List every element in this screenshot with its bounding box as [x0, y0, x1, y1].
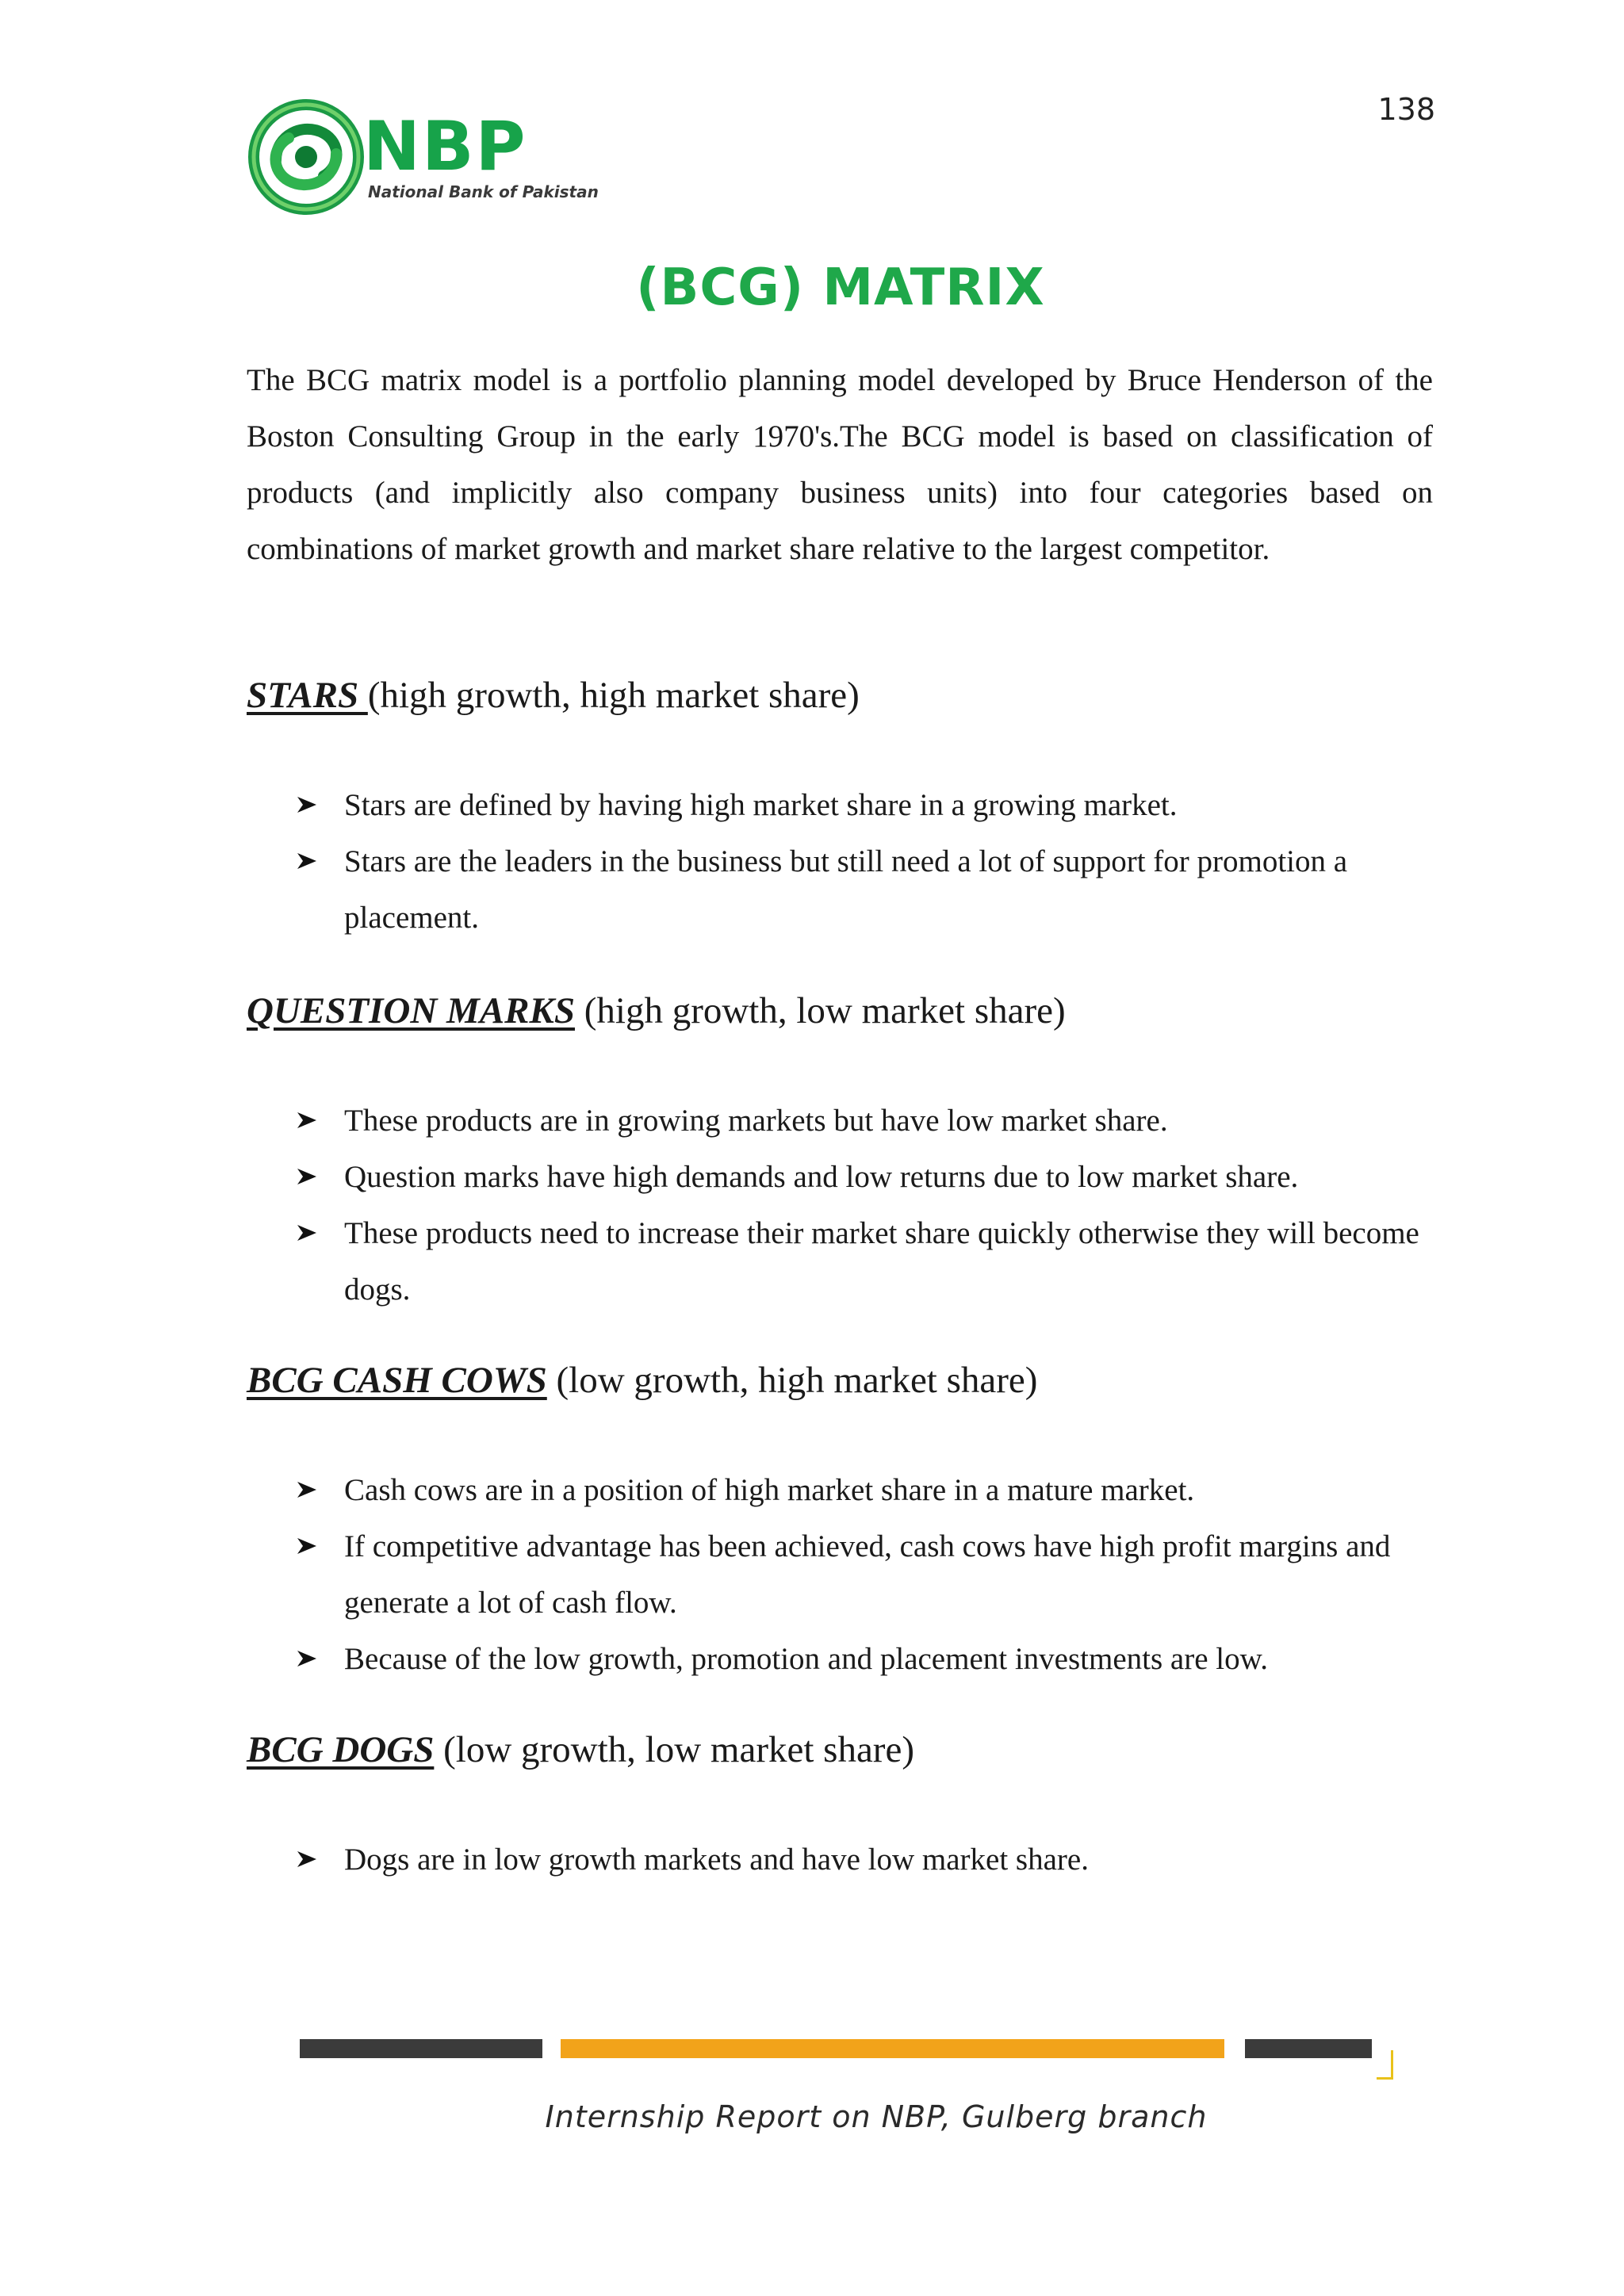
arrow-bullet-icon — [297, 1112, 317, 1129]
arrow-bullet-icon — [297, 1650, 317, 1667]
list-item — [297, 833, 1423, 946]
footer-caption: Internship Report on NBP, Gulberg branch — [545, 2099, 1208, 2134]
arrow-bullet-icon — [297, 1850, 317, 1868]
arrow-bullet-icon — [297, 1168, 317, 1185]
list-item — [297, 1149, 1423, 1205]
footer-bar-dark-left — [300, 2039, 542, 2058]
section-heading-question-marks — [247, 989, 1066, 1032]
arrow-bullet-icon — [297, 1537, 317, 1555]
section-heading-cash-cows — [247, 1359, 1037, 1402]
bullet-text: These products are in growing markets but have low market share. — [344, 1104, 1168, 1138]
intro-paragraph: The BCG matrix model is a portfolio planning model developed by Bruce Henderson of the Boston Consulting Group in the early 1970's.The BCG model is based on classification of products (and implicitly also company business units) into four categories based on combinations of market growth and market share relative to the largest competitor. — [247, 363, 1433, 566]
bullet-text: If competitive advantage has been achieved, cash cows have high profit margins and generate a lot of cash flow. — [344, 1529, 1391, 1620]
bullet-list-dogs — [297, 1831, 1423, 1888]
bullet-text: These products need to increase their market share quickly otherwise they will become dogs. — [344, 1216, 1419, 1307]
nbp-logo-icon — [247, 98, 365, 216]
logo-bank-name: National Bank of Pakistan — [368, 182, 599, 201]
list-item — [297, 1093, 1423, 1149]
section-qualifier: (low growth, high market share) — [546, 1360, 1038, 1401]
page-title: (BCG) MATRIX — [636, 258, 1045, 317]
bullet-text: Stars are the leaders in the business but still need a lot of support for promotion a placement. — [344, 844, 1348, 935]
section-heading-stars — [247, 674, 860, 717]
bullet-text: Stars are defined by having high market share in a growing market. — [344, 788, 1178, 822]
arrow-bullet-icon — [297, 1481, 317, 1498]
bullet-text: Cash cows are in a position of high market share in a mature market. — [344, 1473, 1195, 1507]
bullet-text: Dogs are in low growth markets and have low market share. — [344, 1843, 1089, 1877]
bullet-list-cash-cows — [297, 1462, 1423, 1687]
list-item — [297, 1518, 1423, 1631]
arrow-bullet-icon — [297, 796, 317, 813]
page-number: 138 — [1377, 92, 1435, 127]
arrow-bullet-icon — [297, 852, 317, 870]
arrow-bullet-icon — [297, 1224, 317, 1242]
section-term: QUESTION MARKS — [247, 990, 575, 1031]
nbp-logo — [247, 98, 612, 217]
bullet-text: Question marks have high demands and low returns due to low market share. — [344, 1160, 1299, 1194]
bullet-list-question-marks — [297, 1093, 1423, 1318]
section-qualifier: (high growth, high market share) — [367, 675, 860, 716]
list-item — [297, 1631, 1423, 1687]
list-item — [297, 1831, 1423, 1888]
logo-abbreviation: NBP — [363, 107, 527, 186]
section-term: BCG DOGS — [247, 1729, 435, 1770]
footer-bar-orange — [561, 2039, 1224, 2058]
section-term: STARS — [247, 675, 368, 716]
bullet-list-stars — [297, 777, 1423, 946]
list-item — [297, 1205, 1423, 1318]
section-heading-dogs — [247, 1728, 914, 1771]
footer-bar-dark-right — [1245, 2039, 1372, 2058]
section-term: BCG CASH COWS — [247, 1360, 547, 1401]
section-qualifier: (high growth, low market share) — [574, 990, 1066, 1031]
footer-bar-corner-mark — [1377, 2050, 1393, 2080]
bullet-text: Because of the low growth, promotion and placement investments are low. — [344, 1642, 1268, 1676]
list-item — [297, 1462, 1423, 1518]
section-qualifier: (low growth, low market share) — [434, 1729, 914, 1770]
list-item — [297, 777, 1423, 833]
